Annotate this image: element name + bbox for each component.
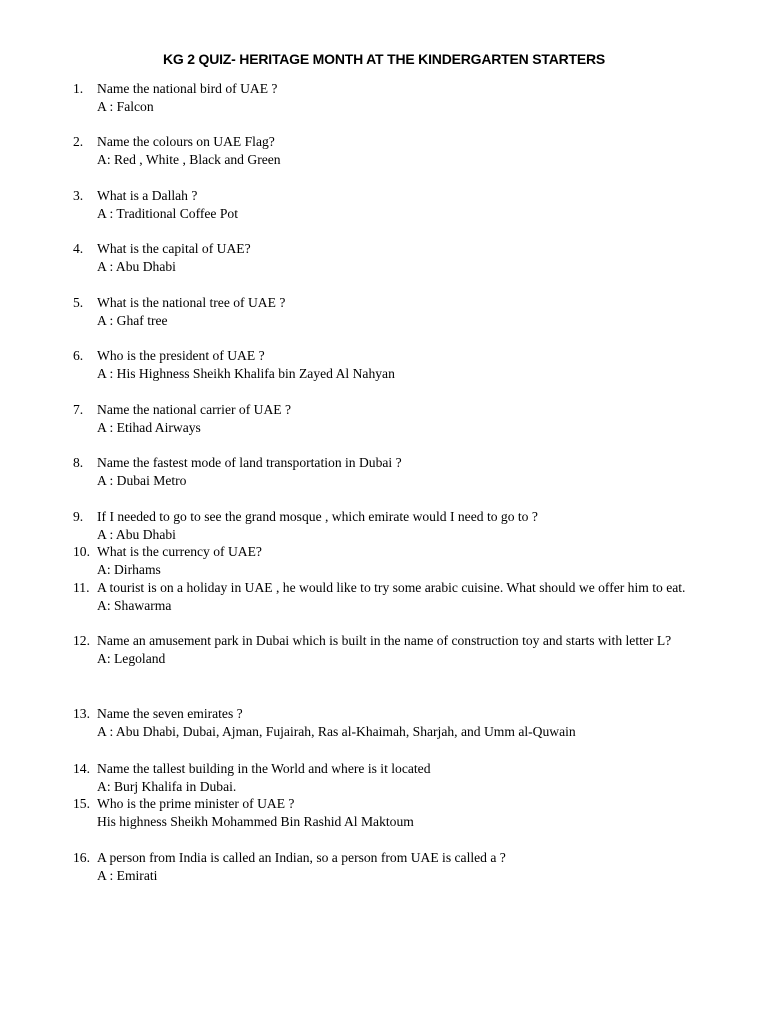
question-text: If I needed to go to see the grand mosque , which emirate would I need to go to ? xyxy=(97,509,538,524)
item-number: 7. xyxy=(73,402,84,417)
question-text: A person from India is called an Indian, so a person from UAE is called a ? xyxy=(97,850,506,865)
question-text: Who is the president of UAE ? xyxy=(97,348,265,363)
quiz-item-11 xyxy=(73,579,693,615)
answer-text: A: Burj Khalifa in Dubai. xyxy=(97,778,237,794)
answer-text: A : Traditional Coffee Pot xyxy=(97,205,238,221)
quiz-item-5 xyxy=(73,294,693,330)
answer-text: A : His Highness Sheikh Khalifa bin Zayed Al Nahyan xyxy=(97,365,395,381)
answer-text: A : Ghaf tree xyxy=(97,312,168,328)
answer-text: His highness Sheikh Mohammed Bin Rashid Al Maktoum xyxy=(97,813,414,829)
question-text: What is the national tree of UAE ? xyxy=(97,295,286,310)
answer-text: A: Shawarma xyxy=(97,597,172,613)
quiz-item-14 xyxy=(73,760,693,796)
item-number: 1. xyxy=(73,81,84,96)
quiz-item-13 xyxy=(73,705,693,741)
item-number: 14. xyxy=(73,761,90,776)
answer-text: A : Abu Dhabi, Dubai, Ajman, Fujairah, Ras al-Khaimah, Sharjah, and Umm al-Quwain xyxy=(97,723,576,739)
question-text: What is the capital of UAE? xyxy=(97,241,251,256)
question-text: Name the colours on UAE Flag? xyxy=(97,134,275,149)
item-number: 9. xyxy=(73,509,84,524)
item-number: 13. xyxy=(73,706,90,721)
item-number: 5. xyxy=(73,295,84,310)
answer-text: A : Falcon xyxy=(97,98,154,114)
item-number: 16. xyxy=(73,850,90,865)
question-text: Name the tallest building in the World and where is it located xyxy=(97,761,431,776)
item-number: 11. xyxy=(73,580,90,595)
quiz-item-12 xyxy=(73,632,693,668)
item-number: 15. xyxy=(73,796,90,811)
question-text: What is a Dallah ? xyxy=(97,188,198,203)
answer-text: A : Dubai Metro xyxy=(97,472,187,488)
quiz-item-9 xyxy=(73,508,693,544)
answer-text: A: Legoland xyxy=(97,650,166,666)
item-number: 8. xyxy=(73,455,84,470)
answer-text: A : Abu Dhabi xyxy=(97,258,176,274)
question-text: Name the national bird of UAE ? xyxy=(97,81,278,96)
page-title: KG 2 QUIZ- HERITAGE MONTH AT THE KINDERGARTEN STARTERS xyxy=(162,51,606,67)
quiz-item-8 xyxy=(73,454,693,490)
question-text: Name the seven emirates ? xyxy=(97,706,243,721)
item-number: 4. xyxy=(73,241,84,256)
quiz-item-6 xyxy=(73,347,693,383)
quiz-item-4 xyxy=(73,240,693,276)
answer-text: A : Abu Dhabi xyxy=(97,526,176,542)
item-number: 3. xyxy=(73,188,84,203)
item-number: 12. xyxy=(73,633,90,648)
item-number: 6. xyxy=(73,348,84,363)
quiz-item-7 xyxy=(73,401,693,437)
quiz-item-1 xyxy=(73,80,693,116)
quiz-item-10 xyxy=(73,543,693,579)
question-text: A tourist is on a holiday in UAE , he would like to try some arabic cuisine. What should we offer him to eat. xyxy=(97,580,686,595)
quiz-item-3 xyxy=(73,187,693,223)
question-text: Name the fastest mode of land transportation in Dubai ? xyxy=(97,455,402,470)
question-text: Name an amusement park in Dubai which is built in the name of construction toy and starts with letter L? xyxy=(97,633,672,648)
answer-text: A: Red , White , Black and Green xyxy=(97,151,281,167)
answer-text: A: Dirhams xyxy=(97,561,161,577)
question-text: Name the national carrier of UAE ? xyxy=(97,402,291,417)
answer-text: A : Etihad Airways xyxy=(97,419,201,435)
item-number: 2. xyxy=(73,134,84,149)
question-text: Who is the prime minister of UAE ? xyxy=(97,796,295,811)
question-text: What is the currency of UAE? xyxy=(97,544,262,559)
quiz-item-16 xyxy=(73,849,693,885)
item-number: 10. xyxy=(73,544,90,559)
quiz-item-15 xyxy=(73,795,693,831)
answer-text: A : Emirati xyxy=(97,867,158,883)
quiz-item-2 xyxy=(73,133,693,169)
